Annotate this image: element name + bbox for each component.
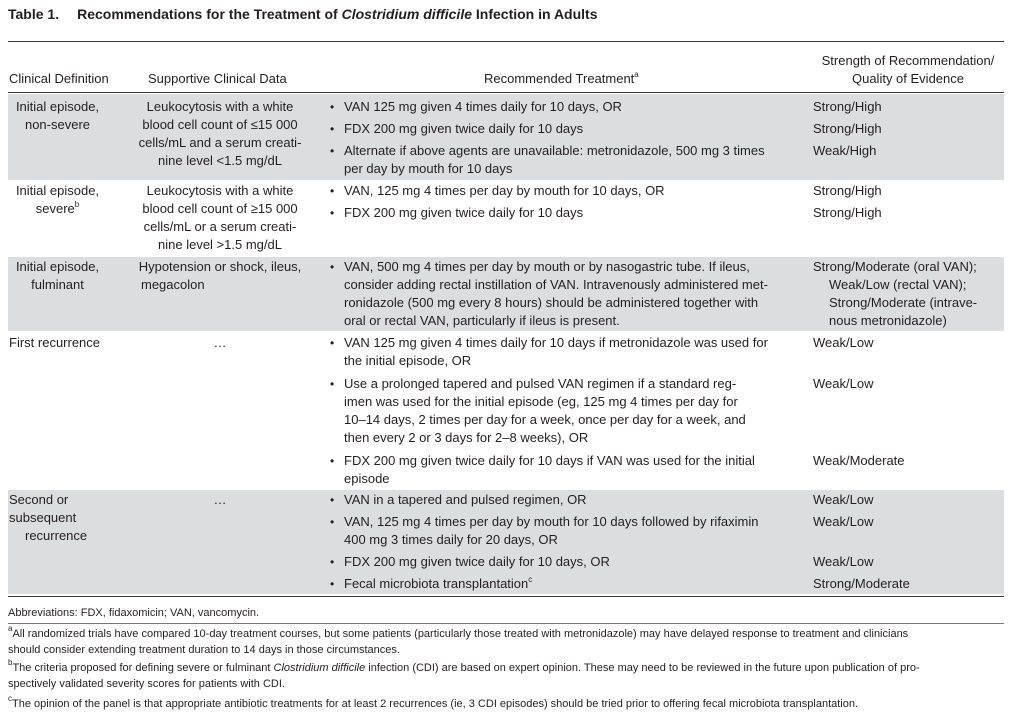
header-strength-line2: Quality of Evidence: [851, 71, 964, 86]
title-text-end: Infection in Adults: [472, 6, 598, 22]
supportive-ellipsis: …: [213, 335, 227, 350]
treatment-line: VAN 125 mg given 4 times daily for 10 days if metronidazole was used for: [344, 335, 768, 350]
definition-line: Second or: [9, 492, 69, 507]
treatment-line: per day by mouth for 10 days: [344, 161, 513, 176]
supportive-line: megacolon: [141, 277, 205, 292]
header-recommended-treatment: Recommended Treatment$^a$: [484, 69, 639, 86]
supportive-line: blood cell count of ≤15 000: [142, 117, 298, 132]
footnote-abbreviations: Abbreviations: FDX, fidaxomicin; VAN, vancomycin.: [8, 607, 260, 619]
strength-line: Weak/High: [813, 143, 877, 158]
bullet: •: [330, 577, 335, 591]
treatment-line: VAN 125 mg given 4 times daily for 10 days, OR: [344, 99, 622, 114]
treatment-line: VAN, 125 mg 4 times per day by mouth for 10 days, OR: [344, 183, 665, 198]
treatment-line: FDX 200 mg given twice daily for 10 days: [344, 121, 584, 136]
treatment-line: the initial episode, OR: [344, 353, 472, 368]
title-text-start: Recommendations for the Treatment of: [77, 6, 342, 22]
definition-line: Initial episode,: [15, 99, 100, 114]
treatment-line: episode: [344, 471, 390, 486]
strength-line: Weak/Low: [813, 376, 874, 391]
strength-line: Weak/Low: [813, 514, 874, 529]
bullet: •: [330, 100, 335, 114]
supportive-line: blood cell count of ≥15 000: [142, 201, 298, 216]
table-label: Table 1.: [8, 6, 60, 22]
strength-line: Strong/High: [813, 183, 882, 198]
treatment-line: oral or rectal VAN, particularly if ileus is present.: [344, 313, 620, 328]
strength-line: Strong/Moderate (intrave-: [829, 295, 978, 310]
definition-line: Initial episode,: [15, 183, 100, 198]
header-clinical-definition: Clinical Definition: [9, 71, 109, 86]
strength-line: Weak/Moderate: [813, 453, 905, 468]
bullet: •: [330, 336, 335, 350]
supportive-line: Hypotension or shock, ileus,: [138, 259, 302, 274]
treatment-line: then every 2 or 3 days for 2–8 weeks), OR: [344, 430, 589, 445]
treatment-line: 10–14 days, 2 times per day for a week, once per day for a week, and: [344, 412, 746, 427]
strength-line: nous metronidazole): [829, 313, 947, 328]
bullet: •: [330, 493, 335, 507]
definition-line: severe$^b$: [35, 199, 80, 216]
definition-line: First recurrence: [9, 335, 101, 350]
definition-line: Initial episode,: [15, 259, 100, 274]
footnote-mark-c: c: [528, 574, 533, 584]
table-title: [8, 6, 598, 22]
footnote-a: $^a$All randomized trials have compared 10-day treatment courses, but some patients (particularly those treated with metronidazole) may have delayed response to treatment and clinicians should consider extending treatment duration to 14 days in those circumstances.: [8, 624, 909, 656]
bullet: •: [330, 206, 335, 220]
bullet: •: [330, 454, 335, 468]
treatment-line: VAN, 500 mg 4 times per day by mouth or by nasogastric tube. If ileus,: [344, 259, 750, 274]
treatment-line: VAN, 125 mg 4 times per day by mouth for 10 days followed by rifaximin: [344, 514, 759, 529]
definition-line: recurrence: [25, 528, 88, 543]
supportive-ellipsis: …: [213, 492, 227, 507]
definition-line: non-severe: [24, 117, 91, 132]
footnote-mark-b: b: [74, 199, 80, 209]
treatment-line: imen was used for the initial episode (eg, 125 mg 4 times per day for: [344, 394, 738, 409]
strength-line: Weak/Low: [813, 335, 874, 350]
bullet: •: [330, 515, 335, 529]
treatment-line: 400 mg 3 times daily for 20 days, OR: [344, 532, 558, 547]
top-rule: [8, 41, 1004, 42]
header-strength-line1: Strength of Recommendation/: [821, 53, 995, 68]
supportive-line: nine level <1.5 mg/dL: [158, 153, 282, 168]
strength-line: Weak/Low: [813, 492, 874, 507]
definition-line: fulminant: [31, 277, 84, 292]
strength-line: Strong/Moderate (oral VAN);: [813, 259, 977, 274]
header-rule: [8, 92, 1004, 93]
treatment-line: Fecal microbiota transplantation$^c$: [344, 574, 533, 591]
supportive-line: cells/mL and a serum creati-: [138, 135, 302, 150]
bullet: •: [330, 260, 335, 274]
bottom-rule: [8, 596, 1004, 597]
footnote-rule: [8, 623, 1004, 624]
strength-line: Strong/High: [813, 121, 882, 136]
supportive-line: Leukocytosis with a white: [146, 99, 294, 114]
header-supportive-data: Supportive Clinical Data: [148, 71, 287, 86]
treatment-line: Alternate if above agents are unavailable: metronidazole, 500 mg 3 times: [344, 143, 765, 158]
strength-line: Weak/Low (rectal VAN);: [829, 277, 967, 292]
footnote-mark-a: a: [634, 69, 639, 79]
treatment-line: FDX 200 mg given twice daily for 10 days: [344, 205, 584, 220]
bullet: •: [330, 122, 335, 136]
treatment-line: FDX 200 mg given twice daily for 10 days if VAN was used for the initial: [344, 453, 755, 468]
bullet: •: [330, 377, 335, 391]
footnote-c: $^c$The opinion of the panel is that appropriate antibiotic treatments for at least 2 recurrences (ie, 3 CDI episodes) should be tried prior to offering fecal microbiota transplantation.: [8, 694, 859, 710]
supportive-line: cells/mL or a serum creati-: [143, 219, 297, 234]
bullet: •: [330, 144, 335, 158]
strength-line: Weak/Low: [813, 554, 874, 569]
footnote-b: $^b$The criteria proposed for defining severe or fulminant Clostridium difficile infection (CDI) are based on expert opinion. These may need to be reviewed in the future upon publication of pro- spectively validated severity scores for patients with CDI.: [8, 658, 920, 690]
treatment-line: VAN in a tapered and pulsed regimen, OR: [344, 492, 587, 507]
definition-line: subsequent: [9, 510, 77, 525]
strength-line: Strong/High: [813, 205, 882, 220]
supportive-line: nine level >1.5 mg/dL: [158, 237, 282, 252]
treatment-line: FDX 200 mg given twice daily for 10 days, OR: [344, 554, 610, 569]
treatment-line: Use a prolonged tapered and pulsed VAN regimen if a standard reg-: [344, 376, 737, 391]
treatment-line: consider adding rectal instillation of VAN. Intravenously administered met-: [344, 277, 768, 292]
title-organism: Clostridium difficile: [341, 6, 473, 22]
bullet: •: [330, 184, 335, 198]
strength-line: Strong/Moderate: [813, 576, 910, 591]
treatment-line: ronidazole (500 mg every 8 hours) should be administered together with: [344, 295, 759, 310]
bullet: •: [330, 555, 335, 569]
supportive-line: Leukocytosis with a white: [146, 183, 294, 198]
strength-line: Strong/High: [813, 99, 882, 114]
